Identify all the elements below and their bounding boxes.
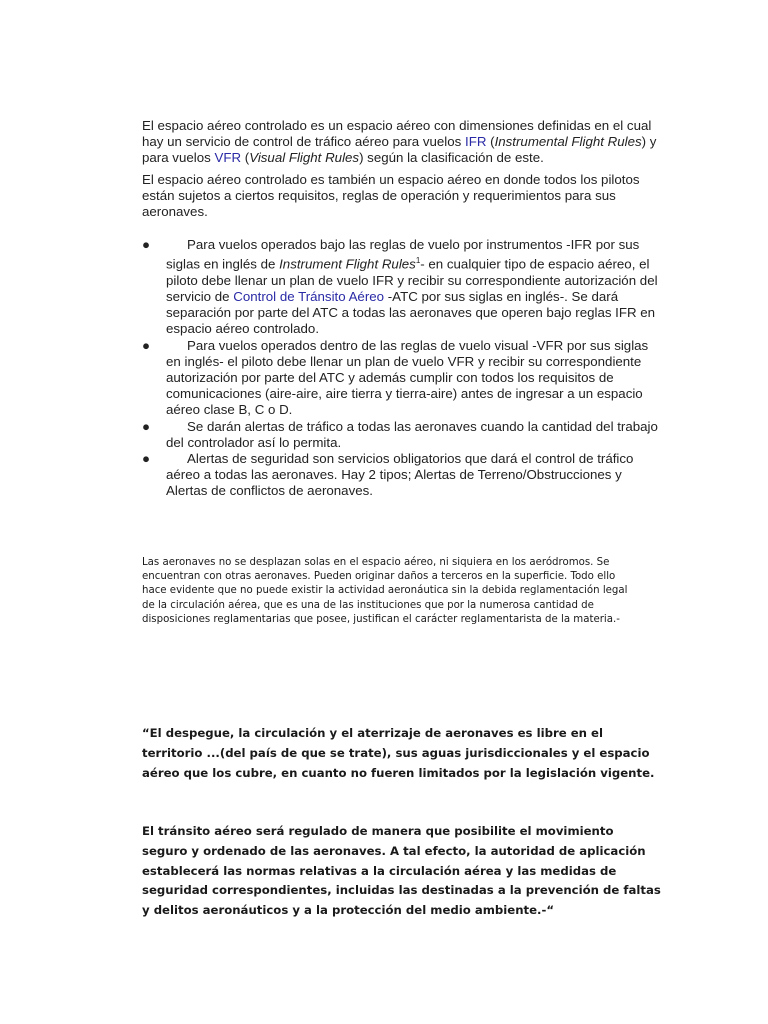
list-item bbox=[142, 338, 662, 419]
quote-takeoff-circulation: “El despegue, la circulación y el aterrizaje de aeronaves es libre en el territorio ...(del país de que se trate), sus aguas jurisdiccionales y el espacio aéreo que los cubre, en cuanto no fueren limitados por la legislación vigente. bbox=[142, 726, 655, 780]
list-item-text: Para vuelos operados dentro de las reglas de vuelo visual -VFR por sus siglas en inglés- el piloto debe llenar un plan de vuelo VFR y recibir su correspondiente autorización por parte del ATC y además cumplir con todos los requisitos de comunicaciones (aire-aire, aire tierra y tierra-aire) antes de ingresar a un espacio aéreo clase B, C o D. bbox=[166, 337, 649, 418]
list-item bbox=[142, 237, 662, 338]
list-item bbox=[142, 419, 662, 451]
italic-term: Instrument Flight Rules bbox=[279, 256, 416, 272]
paragraph-controlled-airspace-definition bbox=[142, 118, 662, 167]
list-item bbox=[142, 451, 662, 500]
bullet-icon: ● bbox=[142, 337, 151, 353]
bullet-icon: ● bbox=[142, 237, 151, 252]
list-item-text: Para vuelos operados bajo las reglas de vuelo por instrumentos -IFR por sus siglas en inglés de bbox=[166, 237, 640, 272]
paragraph-text: ( bbox=[241, 150, 250, 166]
list-item-text: -ATC por sus siglas en inglés-. Se dará separación por parte del ATC a todas las aeronaves que operen bajo reglas IFR en espacio aéreo controlado. bbox=[166, 289, 656, 337]
list-item-text: Se darán alertas de tráfico a todas las aeronaves cuando la cantidad del trabajo del controlador así lo permita. bbox=[166, 418, 658, 450]
bullet-icon: ● bbox=[142, 451, 151, 467]
quote-air-traffic-regulation: El tránsito aéreo será regulado de manera que posibilite el movimiento seguro y ordenado de las aeronaves. A tal efecto, la autoridad de aplicación establecerá las normas relativas a la circulación aérea y las medidas de seguridad correspondientes, incluidas las destinadas a la prevención de faltas y delitos aeronáuticos y a la protección del medio ambiente.-“ bbox=[142, 824, 661, 918]
vfr-link[interactable]: VFR bbox=[214, 150, 242, 166]
atc-link[interactable]: Control de Tránsito Aéreo bbox=[233, 289, 385, 305]
bullet-icon: ● bbox=[142, 418, 151, 434]
list-item-text: Alertas de seguridad son servicios obligatorios que dará el control de tráfico aéreo a todas las aeronaves. Hay 2 tipos; Alertas de Terreno/Obstrucciones y Alertas de conflictos de aeronaves. bbox=[166, 451, 634, 499]
paragraph-text: ( bbox=[486, 134, 495, 150]
paragraph-pilot-requirements: El espacio aéreo controlado es también un espacio aéreo en donde todos los pilotos están sujetos a ciertos requisitos, reglas de operación y requerimientos para sus aeronaves. bbox=[142, 172, 640, 220]
ifr-link[interactable]: IFR bbox=[465, 134, 487, 150]
paragraph-aircraft-regulation: Las aeronaves no se desplazan solas en el espacio aéreo, ni siquiera en los aeródromos. Se encuentran con otras aeronaves. Pueden originar daños a terceros en la superficie. Todo ello hace evidente que no puede existir la actividad aeronáutica sin la debida reglamentación legal de la circulación aérea, que es una de las instituciones que por la numerosa cantidad de disposiciones reglamentarias que posee, justifican el carácter reglamentarista de la materia.- bbox=[142, 557, 628, 625]
italic-term: Instrumental Flight Rules bbox=[494, 134, 642, 150]
bullet-list bbox=[142, 237, 662, 500]
footnote-marker[interactable]: 1 bbox=[415, 256, 421, 266]
paragraph-text: ) y para vuelos bbox=[142, 134, 657, 166]
paragraph-text: El espacio aéreo controlado es un espacio aéreo con dimensiones definidas en el cual hay un servicio de control de tráfico aéreo para vuelos bbox=[142, 118, 652, 150]
italic-term: Visual Flight Rules bbox=[249, 150, 360, 166]
list-item-text: - en cualquier tipo de espacio aéreo, el piloto debe llenar un plan de vuelo IFR y recibir su correspondiente autorización del servicio de bbox=[166, 256, 658, 305]
paragraph-text: ) según la clasificación de este. bbox=[359, 150, 544, 166]
